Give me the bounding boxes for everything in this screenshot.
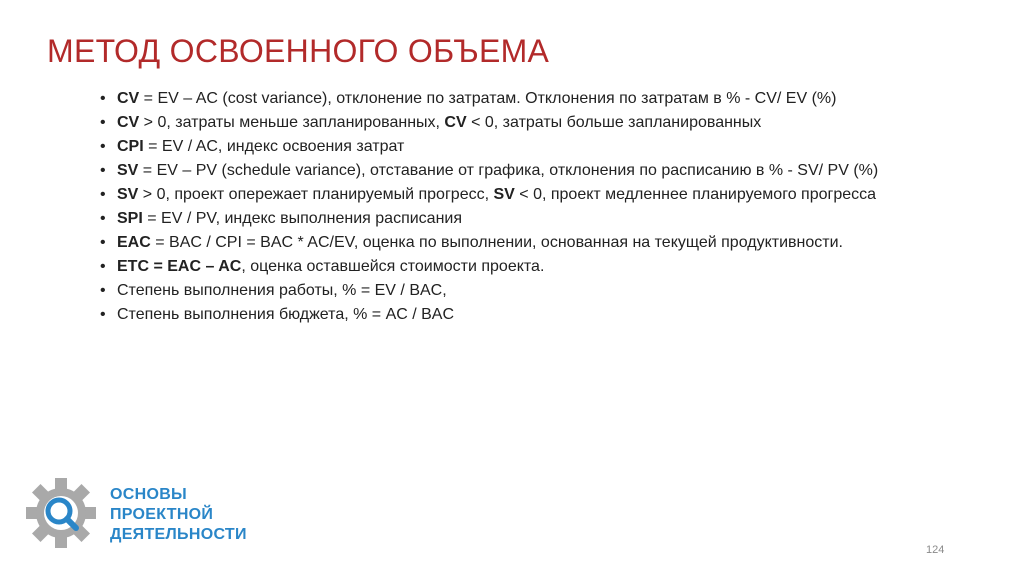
logo-text xyxy=(110,485,247,545)
bullet-item: • Степень выполнения бюджета, % = AC / BAC xyxy=(100,304,890,326)
bullet-item: • CV = EV – AC (cost variance), отклонение по затратам. Отклонения по затратам в % - CV/ EV (%) xyxy=(100,88,890,110)
bullet-item: • SV > 0, проект опережает планируемый прогресс, SV < 0, проект медленнее планируемого прогресса xyxy=(100,184,890,206)
slide-title: МЕТОД ОСВОЕННОГО ОБЪЕМА xyxy=(47,33,550,69)
page-number: 124 xyxy=(926,544,945,556)
logo-line: ДЕЯТЕЛЬНОСТИ xyxy=(110,526,247,543)
gear-magnifier-icon xyxy=(24,476,98,550)
bullet-item: • ETC = EAC – AC, оценка оставшейся стоимости проекта. xyxy=(100,256,890,278)
bullet-list xyxy=(100,88,890,328)
bullet-item: • Степень выполнения работы, % = EV / BAC, xyxy=(100,280,890,302)
bullet-item: • CV > 0, затраты меньше запланированных, CV < 0, затраты больше запланированных xyxy=(100,112,890,134)
bullet-item: • SV = EV – PV (schedule variance), отставание от графика, отклонения по расписанию в % - SV/ PV (%) xyxy=(100,160,890,182)
bullet-item: • EAC = BAC / CPI = BAC * AC/EV, оценка по выполнении, основанная на текущей продуктивности. xyxy=(100,232,890,254)
bullet-item: • CPI = EV / AC, индекс освоения затрат xyxy=(100,136,890,158)
bullet-item: • SPI = EV / PV, индекс выполнения расписания xyxy=(100,208,890,230)
logo-line: ПРОЕКТНОЙ xyxy=(110,506,214,523)
logo-line: ОСНОВЫ xyxy=(110,486,188,503)
